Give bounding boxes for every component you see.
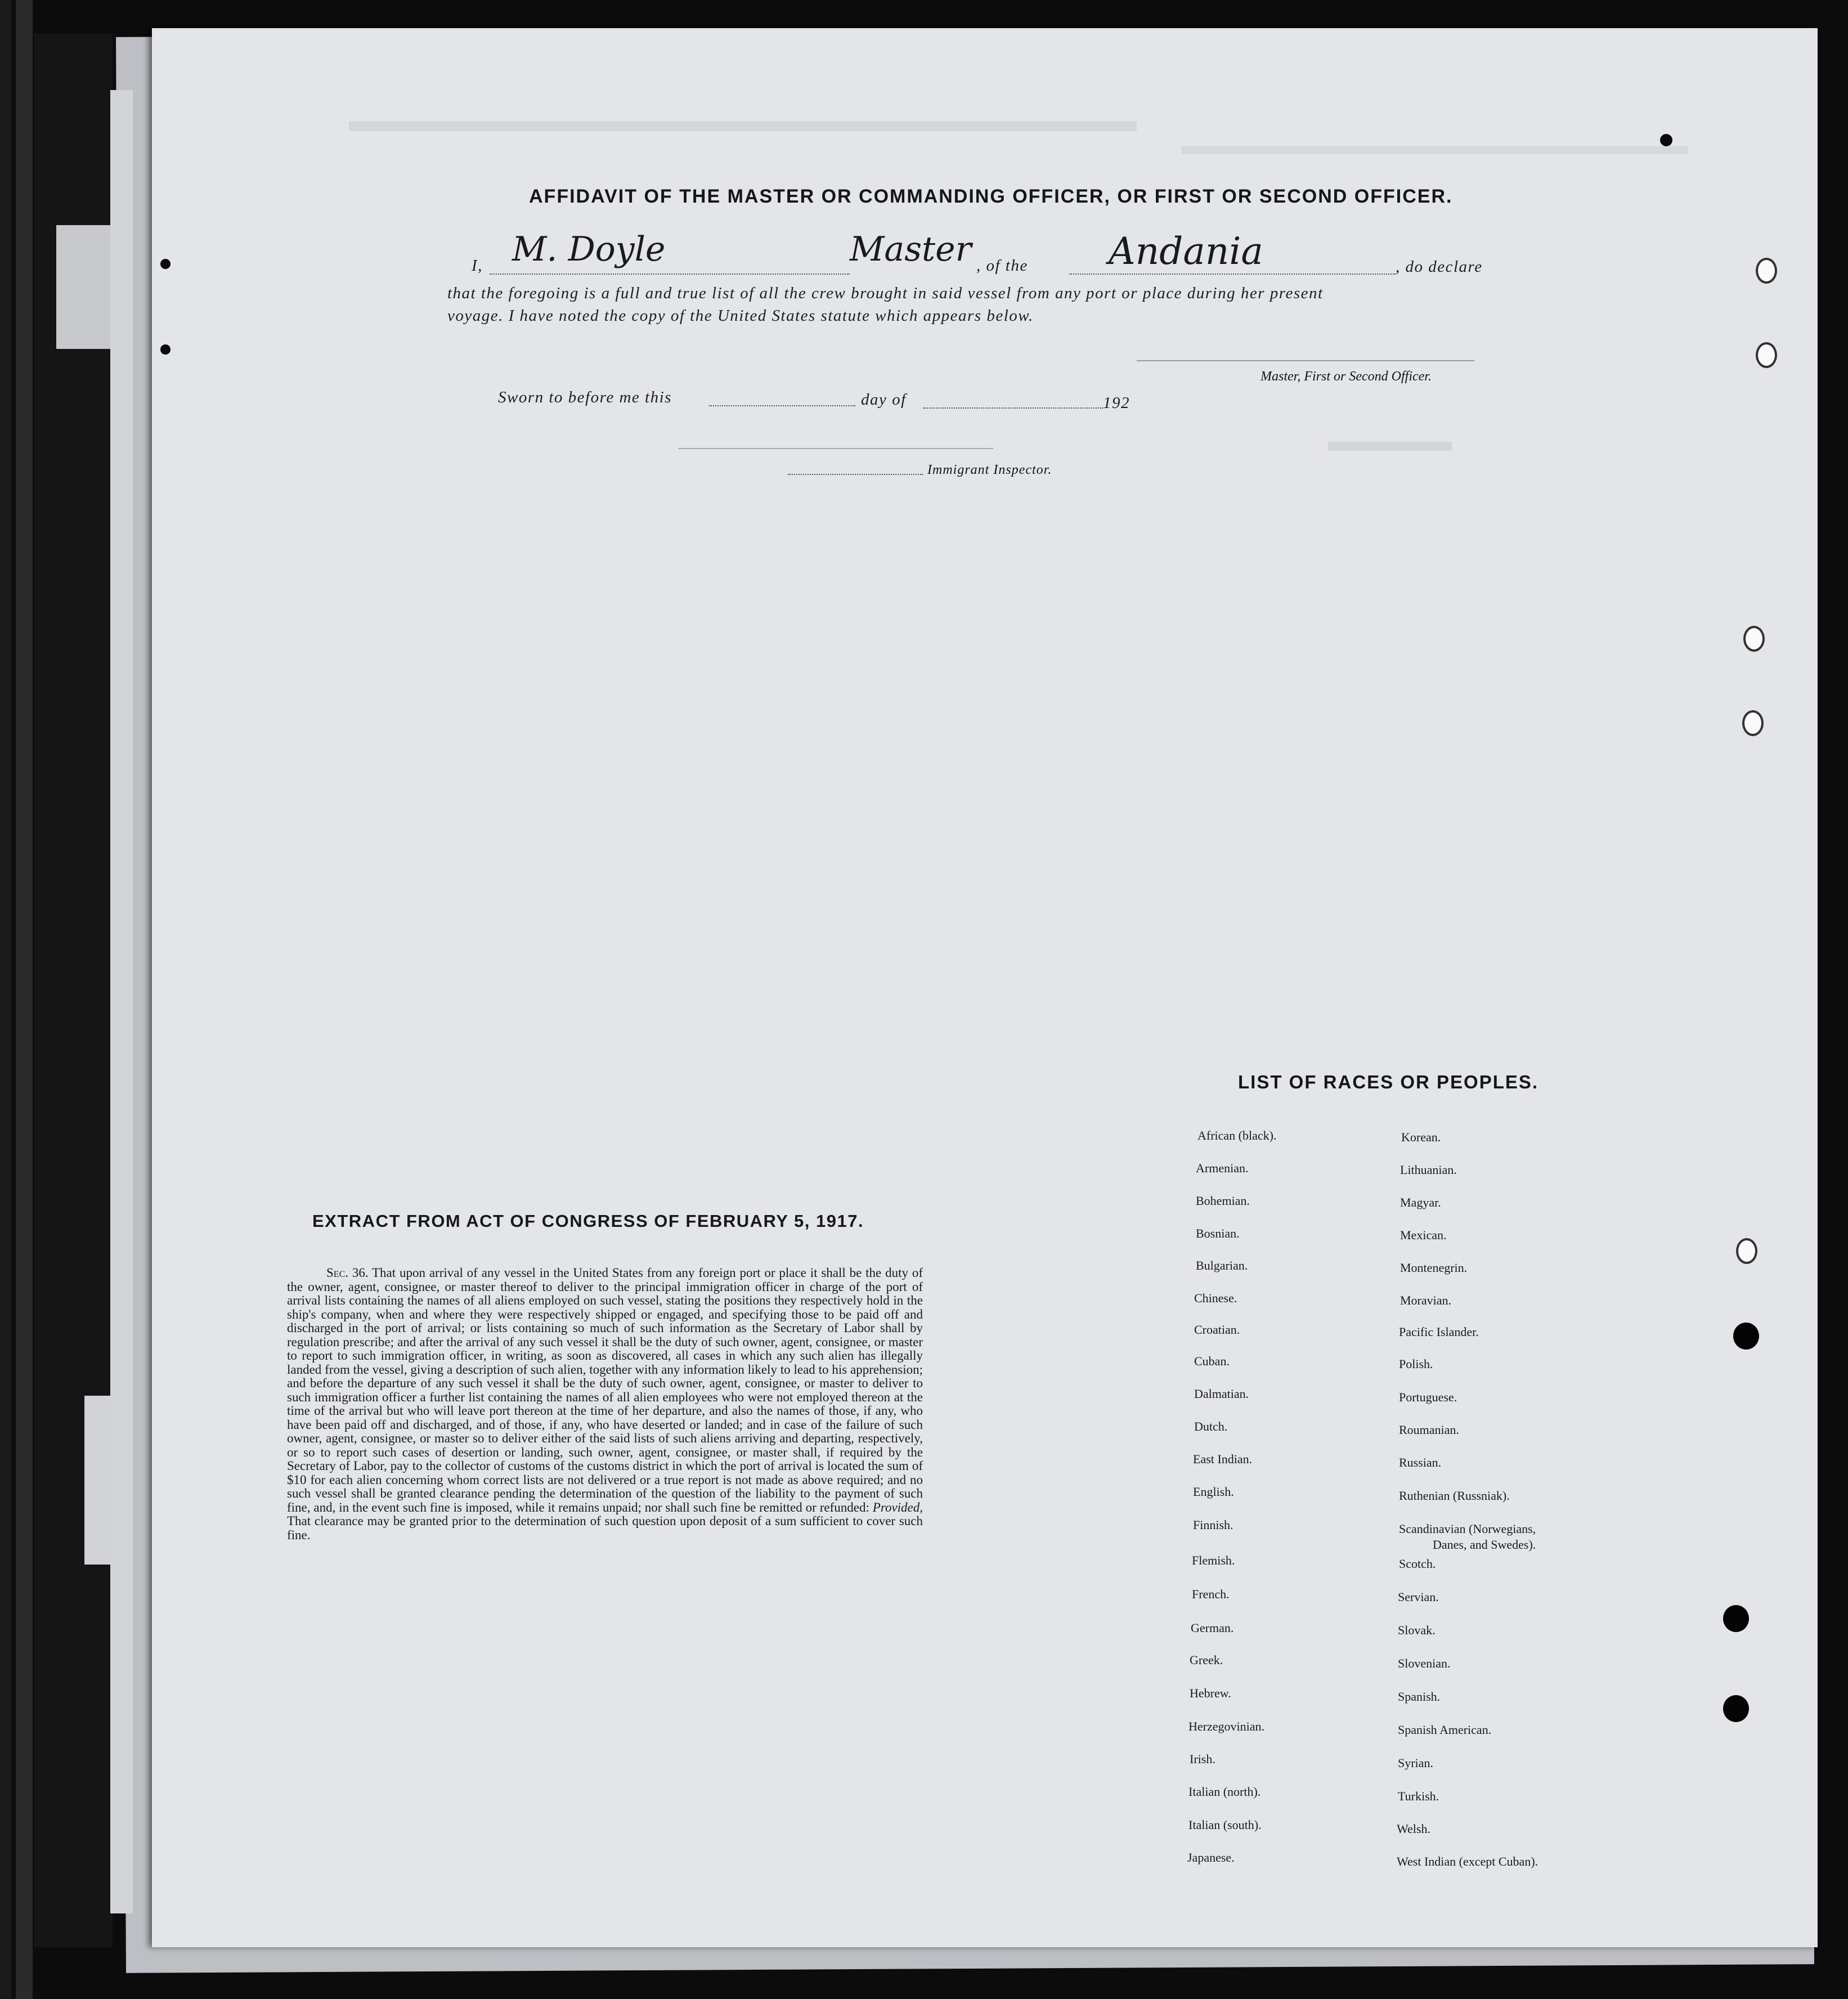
race-item: Slovenian.	[1398, 1656, 1451, 1670]
race-item: German.	[1191, 1621, 1234, 1635]
inspector-caption: Immigrant Inspector.	[927, 463, 1052, 477]
race-item: African (black).	[1197, 1128, 1277, 1142]
binder-strip-1	[0, 0, 11, 1999]
race-item: Mexican.	[1400, 1228, 1447, 1242]
binder-hole	[1733, 1323, 1759, 1350]
affidavit-heading: AFFIDAVIT OF THE MASTER OR COMMANDING OFFICER, OR FIRST OR SECOND OFFICER.	[529, 186, 1453, 207]
extract-provided: Provided,	[872, 1500, 923, 1514]
binder-strip-2	[16, 0, 33, 1999]
race-item: English.	[1193, 1485, 1234, 1499]
race-item: Russian.	[1399, 1455, 1442, 1469]
race-item: West Indian (except Cuban).	[1397, 1854, 1538, 1868]
race-item: Scandinavian (Norwegians,	[1399, 1522, 1536, 1536]
race-item: Ruthenian (Russniak).	[1399, 1489, 1510, 1503]
race-item: Magyar.	[1400, 1195, 1441, 1209]
race-item: Hebrew.	[1190, 1686, 1231, 1700]
race-item: Polish.	[1399, 1357, 1433, 1371]
race-item: Welsh.	[1397, 1822, 1430, 1836]
sworn-label: Sworn to before me this	[498, 388, 672, 406]
bleed-through-mark	[1182, 146, 1688, 171]
master-name-handwritten: M. Doyle	[512, 230, 666, 269]
race-item: Armenian.	[1196, 1161, 1249, 1175]
race-item: Moravian.	[1400, 1293, 1452, 1307]
name-line	[490, 274, 850, 275]
race-item: Dalmatian.	[1194, 1387, 1249, 1401]
race-item: Pacific Islander.	[1399, 1325, 1479, 1339]
race-item: Portuguese.	[1399, 1390, 1457, 1404]
race-item: Syrian.	[1398, 1756, 1433, 1770]
race-item: Greek.	[1190, 1653, 1223, 1667]
vessel-name-handwritten: Andania	[1109, 230, 1263, 273]
bleed-through-mark	[349, 121, 1137, 154]
race-item: Danes, and Swedes).	[1433, 1538, 1536, 1552]
race-item: French.	[1192, 1587, 1230, 1601]
vessel-line	[1069, 274, 1396, 275]
master-title-handwritten: Master	[850, 230, 972, 269]
binder-hole	[1756, 258, 1777, 284]
binder-tab	[56, 225, 118, 349]
affidavit-line-2: voyage. I have noted the copy of the United States statute which appears below.	[447, 307, 1034, 325]
race-item: Japanese.	[1187, 1850, 1235, 1864]
signature-line	[1137, 360, 1474, 361]
race-item: Scotch.	[1399, 1557, 1436, 1571]
binder-hole	[1723, 1605, 1749, 1632]
year-prefix: 192	[1103, 394, 1130, 412]
bleed-through-mark	[1328, 442, 1452, 473]
ink-spot	[160, 259, 171, 269]
race-item: Lithuanian.	[1400, 1163, 1457, 1177]
day-of-label: day of	[861, 391, 907, 409]
sworn-day-line	[709, 405, 855, 406]
binder-hole	[1756, 342, 1777, 368]
sheet-edge	[110, 90, 133, 1913]
race-item: Chinese.	[1194, 1291, 1237, 1305]
race-item: Bulgarian.	[1196, 1258, 1248, 1272]
binder-hole	[1742, 710, 1764, 736]
binder-hole	[1736, 1238, 1757, 1264]
race-item: Cuban.	[1194, 1354, 1230, 1368]
inspector-signature-line	[678, 448, 993, 449]
extract-main-text: That upon arrival of any vessel in the United States from any foreign port or place it shall be the duty of the owner, agent, consignee, or master thereof to deliver to the principal immigration officer in charge of the port of arrival lists containing the names of all aliens employed on such vessel, stating the positions they respectively hold in the ship's company, when and where they were respectively shipped or engaged, and specifying those to be paid off and discharged in the port of arrival; or lists containing so much of such information as the Secretary of Labor shall by regulation prescribe; and after the arrival of any such vessel it shall be the duty of such owner, agent, consignee, or master to report to such immigration officer, in writing, as soon as discovered, all cases in which any such alien has illegally landed from the vessel, giving a description of such alien, together with any information likely to lead to his apprehension; and before the departure of any such vessel it shall be the duty of such owner, agent, consignee, or master to deliver to such immigration officer a further list containing the names of all alien employees who were not employed thereon at the time of the arrival but who will leave port thereon at the time of her departure, and also the names of those, if any, who have been paid off and discharged, and of those, if any, who have deserted or landed; and in case of the failure of such owner, agent, consignee, or master so to deliver either of the said lists of such aliens arriving and departing, respectively, or so to report such cases of desertion or landing, such owner, agent, consignee, or master shall, if required by the Secretary of Labor, pay to the collector of customs of the customs district in which the port of arrival is located the sum of $10 for each alien concerning whom correct lists are not delivered or a true report is not made as above required; and no such vessel shall be granted clearance pending the determination of the question of the liability to the payment of such fine, and, in the event such fine is imposed, while it remains unpaid; nor shall such fine be remitted or refunded:	[287, 1266, 923, 1514]
race-item: Servian.	[1398, 1590, 1439, 1604]
races-heading: LIST OF RACES OR PEOPLES.	[1238, 1072, 1539, 1092]
race-item: Irish.	[1190, 1752, 1215, 1766]
inspector-line	[788, 474, 923, 475]
binder-hole	[1723, 1695, 1749, 1722]
extract-heading: EXTRACT FROM ACT OF CONGRESS OF FEBRUARY 5, 1917.	[312, 1211, 864, 1231]
affidavit-of-the: , of the	[976, 257, 1028, 275]
race-item: Slovak.	[1398, 1623, 1436, 1637]
signature-caption: Master, First or Second Officer.	[1261, 369, 1432, 384]
race-item: Spanish American.	[1398, 1723, 1492, 1737]
affidavit-do-declare: , do declare	[1396, 258, 1483, 276]
ink-spot	[160, 344, 171, 355]
affidavit-i: I,	[472, 257, 483, 275]
affidavit-line-1: that the foregoing is a full and true list of all the crew brought in said vessel from any port or place during her present	[447, 284, 1324, 302]
race-item: Herzegovinian.	[1188, 1719, 1264, 1733]
race-item: Flemish.	[1192, 1553, 1235, 1567]
race-item: Spanish.	[1398, 1689, 1441, 1704]
extract-end-text: That clearance may be granted prior to the determination of such question upon deposit of a sum sufficient to cover such fine.	[287, 1514, 923, 1542]
race-item: Korean.	[1401, 1130, 1441, 1144]
race-item: Roumanian.	[1399, 1423, 1459, 1437]
race-item: East Indian.	[1193, 1452, 1253, 1466]
section-number: Sec. 36.	[326, 1266, 369, 1280]
ink-spot	[1660, 134, 1672, 146]
extract-body	[287, 1266, 923, 1542]
race-item: Italian (south).	[1188, 1818, 1262, 1832]
race-item: Montenegrin.	[1400, 1261, 1468, 1275]
race-item: Italian (north).	[1188, 1785, 1261, 1799]
race-item: Finnish.	[1193, 1518, 1234, 1532]
race-item: Bosnian.	[1196, 1226, 1240, 1240]
race-item: Bohemian.	[1196, 1194, 1250, 1208]
sworn-month-line	[923, 407, 1103, 409]
race-item: Turkish.	[1398, 1789, 1439, 1803]
race-item: Croatian.	[1194, 1323, 1240, 1337]
race-item: Dutch.	[1194, 1419, 1228, 1433]
binder-hole	[1743, 626, 1765, 652]
